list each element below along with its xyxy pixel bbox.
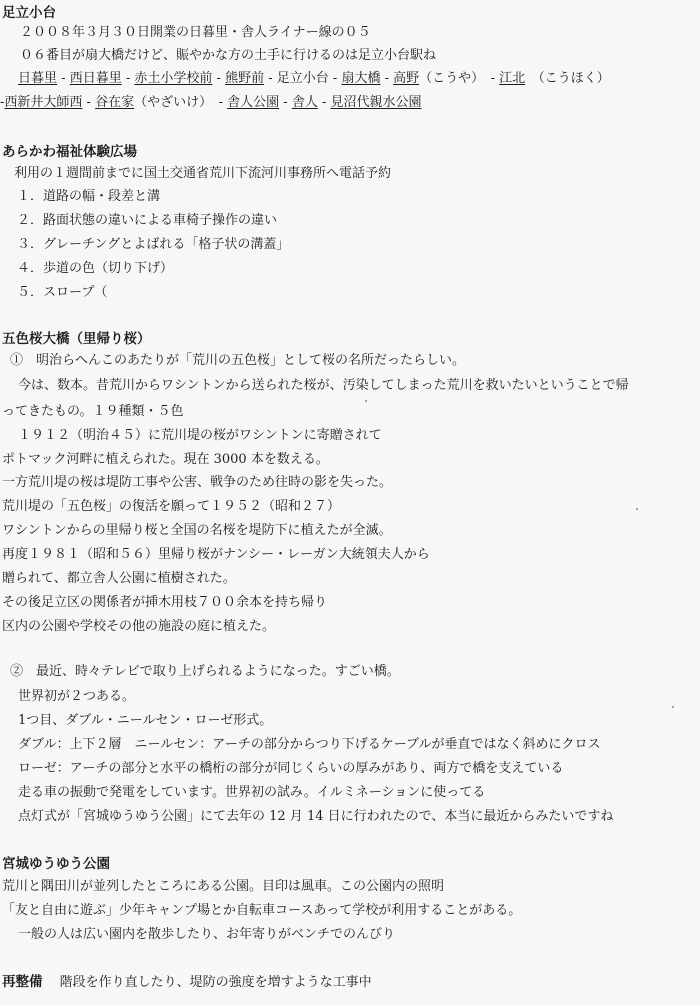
paragraph-line: １９１２（明治４５）に荒川堤の桜がワシントンに寄贈されて bbox=[18, 428, 382, 443]
paragraph-line: ってきたもの。１９種類・５色 bbox=[2, 404, 184, 419]
paragraph-line: 区内の公園や学校その他の施設の庭に植えた。 bbox=[2, 619, 276, 634]
section-heading-adachi-odai: 足立小台 bbox=[2, 5, 56, 21]
station-separator: - bbox=[212, 71, 226, 86]
station-separator: （こうや） - bbox=[419, 71, 500, 86]
paragraph-line: ① 明治らへんこのあたりが「荒川の五色桜」として桜の名所だったらしい。 bbox=[10, 353, 466, 368]
station-separator: - bbox=[317, 95, 331, 110]
station-name: 見沼代親水公園 bbox=[330, 95, 422, 110]
station-name: 日暮里 bbox=[18, 71, 58, 86]
paragraph-line: 今は、数本。昔荒川からワシントンから送られた桜が、汚染してしまった荒川を救いたいということで帰 bbox=[18, 378, 629, 393]
station-name: 江北 bbox=[499, 71, 526, 86]
section-heading-miyagi: 宮城ゆうゆう公園 bbox=[2, 856, 110, 872]
station-name: 熊野前 bbox=[225, 71, 265, 86]
list-item: ３．グレーチングとよばれる「格子状の溝蓋」 bbox=[17, 237, 290, 252]
paragraph-line: 走る車の振動で発電をしています。世界初の試み。イルミネーションに使ってる bbox=[18, 785, 486, 800]
station-name: 高野 bbox=[393, 71, 420, 86]
paragraph-line: 荒川堤の「五色桜」の復活を願って１９５２（昭和２７） bbox=[2, 499, 341, 514]
station-name: 舎人 bbox=[291, 95, 318, 110]
list-item: １．道路の幅・段差と溝 bbox=[17, 189, 161, 204]
paragraph-line: ２００８年３月３０日開業の日暮里・舎人ライナー線の０５ bbox=[20, 25, 371, 40]
paragraph-line: ポトマック河畔に植えられた。現在 3000 本を数える。 bbox=[2, 452, 329, 467]
paragraph-line: 一般の人は広い園内を散歩したり、お年寄りがベンチでのんびり bbox=[18, 927, 396, 942]
list-item: ２．路面状態の違いによる車椅子操作の違い bbox=[17, 213, 278, 228]
station-name: 谷在家 bbox=[95, 95, 135, 110]
station-name: 舎人公園 bbox=[227, 95, 280, 110]
paragraph-line: 点灯式が「宮城ゆうゆう公園」にて去年の 12 月 14 日に行われたので、本当に最近からみたいですね bbox=[18, 809, 614, 824]
station-separator: （やざいけ） - bbox=[134, 95, 228, 110]
section-heading-fukushi: あらかわ福祉体験広場 bbox=[2, 144, 137, 160]
paragraph-line: 荒川と隅田川が並列したところにある公園。目印は風車。この公園内の照明 bbox=[2, 879, 445, 894]
station-separator: - bbox=[380, 71, 394, 86]
paragraph-line: 再度１９８１（昭和５６）里帰り桜がナンシー・レーガン大統領夫人から bbox=[2, 547, 430, 562]
station-name: 扇大橋 bbox=[341, 71, 381, 86]
station-separator: - bbox=[264, 71, 277, 86]
paragraph-text: 階段を作り直したり、堤防の強度を増すような工事中 bbox=[59, 975, 372, 990]
station-name: 西日暮里 bbox=[69, 71, 122, 86]
paragraph-line: 利用の１週間前までに国土交通省荒川下流河川事務所へ電話予約 bbox=[14, 166, 392, 181]
station-separator: - bbox=[82, 95, 96, 110]
station-separator: - bbox=[279, 95, 292, 110]
station-separator: - bbox=[328, 71, 342, 86]
paragraph-line: ローゼ：アーチの部分と水平の橋桁の部分が同じくらいの厚みがあり、両方で橋を支えている bbox=[18, 761, 564, 776]
station-name: 西新井大師西 bbox=[4, 95, 83, 110]
station-name: 赤土小学校前 bbox=[134, 71, 213, 86]
paragraph-line: ワシントンからの里帰り桜と全国の名桜を堤防下に植えたが全滅。 bbox=[2, 523, 392, 538]
paragraph-line: 世界初が２つある。 bbox=[18, 689, 136, 704]
station-separator: （こうほく） bbox=[525, 71, 610, 86]
station-list-row-2 bbox=[0, 94, 422, 112]
list-item: ４．歩道の色（切り下げ） bbox=[17, 261, 174, 276]
paragraph-line: ０６番目が扇大橋だけど、賑やかな方の土手に行けるのは足立小台駅ね bbox=[20, 48, 437, 63]
paragraph-line: その後足立区の関係者が挿木用枝７００余本を持ち帰り bbox=[2, 595, 328, 610]
section-heading-saiseibi: 再整備 bbox=[2, 974, 43, 990]
station-name: 足立小台 bbox=[276, 71, 329, 86]
paragraph-line: 一方荒川堤の桜は堤防工事や公害、戦争のため往時の影を失った。 bbox=[2, 475, 393, 490]
paragraph-line: 贈られて、都立舎人公園に植樹された。 bbox=[2, 571, 236, 586]
paragraph-line: ダブル：上下２層 ニールセン：アーチの部分からつり下げるケーブルが垂直ではなく斜めにクロス bbox=[18, 737, 601, 752]
scan-speck bbox=[636, 508, 638, 510]
saiseibi-line bbox=[2, 973, 372, 991]
list-item: ５．スロープ（ bbox=[17, 285, 108, 300]
paragraph-line: 「友と自由に遊ぶ」少年キャンプ場とか自転車コースあって学校が利用することがある。 bbox=[2, 903, 522, 918]
scan-speck bbox=[365, 400, 367, 402]
scan-speck bbox=[672, 706, 674, 708]
station-separator: - bbox=[0, 95, 5, 110]
paragraph-line: ② 最近、時々テレビで取り上げられるようになった。すごい橋。 bbox=[10, 664, 400, 679]
station-separator: - bbox=[121, 71, 135, 86]
station-separator: - bbox=[57, 71, 70, 86]
station-list-row-1 bbox=[18, 70, 610, 88]
saiseibi-gap bbox=[43, 975, 60, 990]
paragraph-line: 1つ目、ダブル・ニールセン・ローゼ形式。 bbox=[18, 713, 273, 728]
section-heading-goshikizakura: 五色桜大橋（里帰り桜） bbox=[2, 331, 151, 347]
